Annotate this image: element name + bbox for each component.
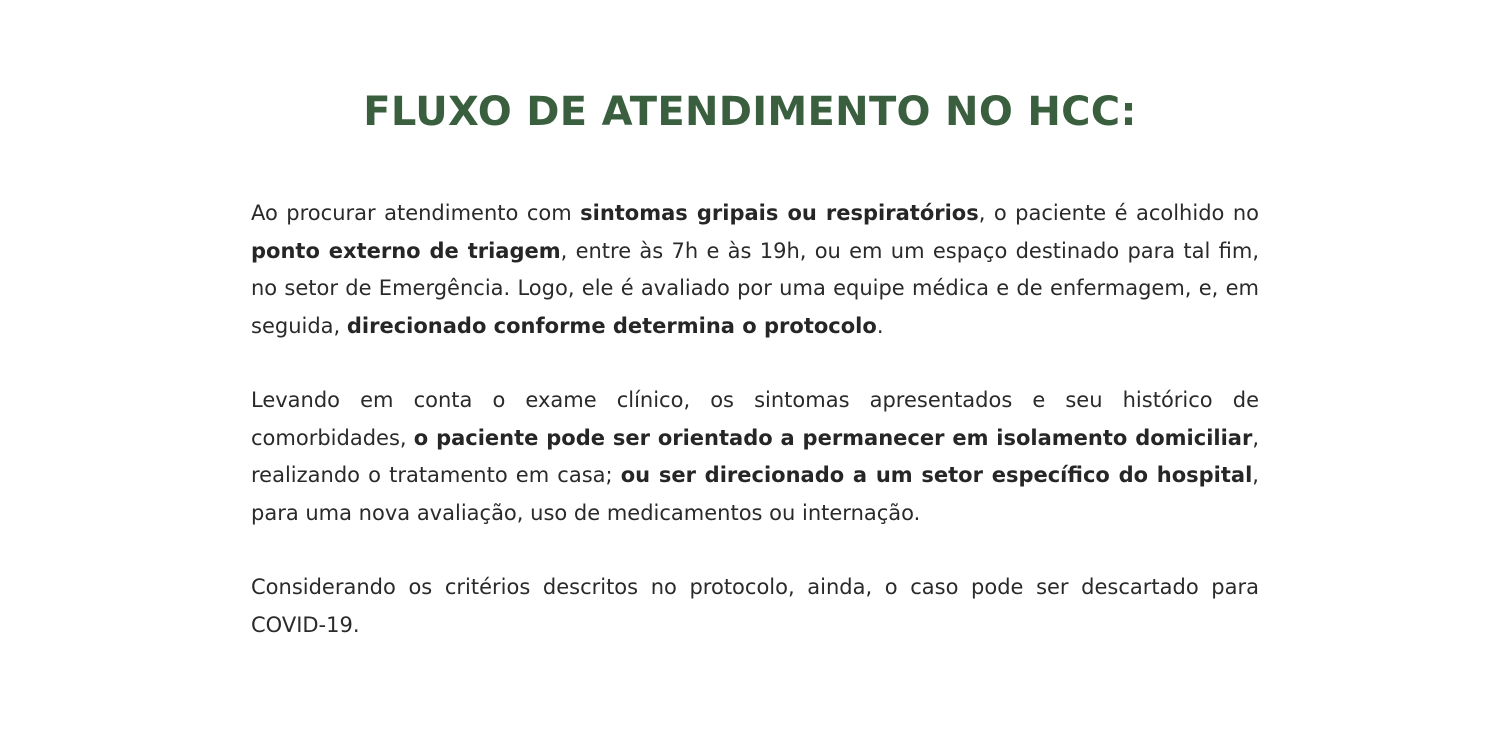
paragraph-discard [251, 569, 1259, 644]
text-segment: . [876, 313, 884, 338]
text-segment: Ao procurar atendimento com [251, 201, 581, 225]
bold-segment: sintomas gripais ou respiratórios [580, 201, 979, 225]
text-segment: Considerando os critérios descritos no protocolo, ainda, o caso pode ser descartado para COVID-19. [251, 575, 1259, 637]
paragraph-evaluation [251, 382, 1259, 532]
page-title: FLUXO DE ATENDIMENTO NO HCC: [363, 89, 1137, 135]
text-segment: , entre às 7h e às 19h, ou em um espaço destinado para tal fim, no setor de Emergência. Logo, ele é avaliado por uma equipe médica e de enfermagem, e, em seguida, [251, 238, 1260, 338]
document-body [251, 195, 1259, 681]
text-segment: Levando em conta o exame clínico, os sintomas apresentados e seu histórico de comorbidades, [251, 388, 1259, 450]
text-segment: , realizando o tratamento em casa; [251, 425, 1259, 487]
bold-segment: ou ser direcionado a um setor específico do hospital [620, 463, 1253, 487]
bold-segment: o paciente pode ser orientado a permanecer em isolamento domiciliar [413, 425, 1253, 450]
bold-segment: ponto externo de triagem [251, 238, 561, 263]
text-segment: , para uma nova avaliação, uso de medicamentos ou internação. [251, 463, 1259, 525]
paragraph-triage [251, 195, 1259, 345]
bold-segment: direcionado conforme determina o protocolo [346, 313, 877, 338]
text-segment: , o paciente é acolhido no [978, 201, 1259, 225]
